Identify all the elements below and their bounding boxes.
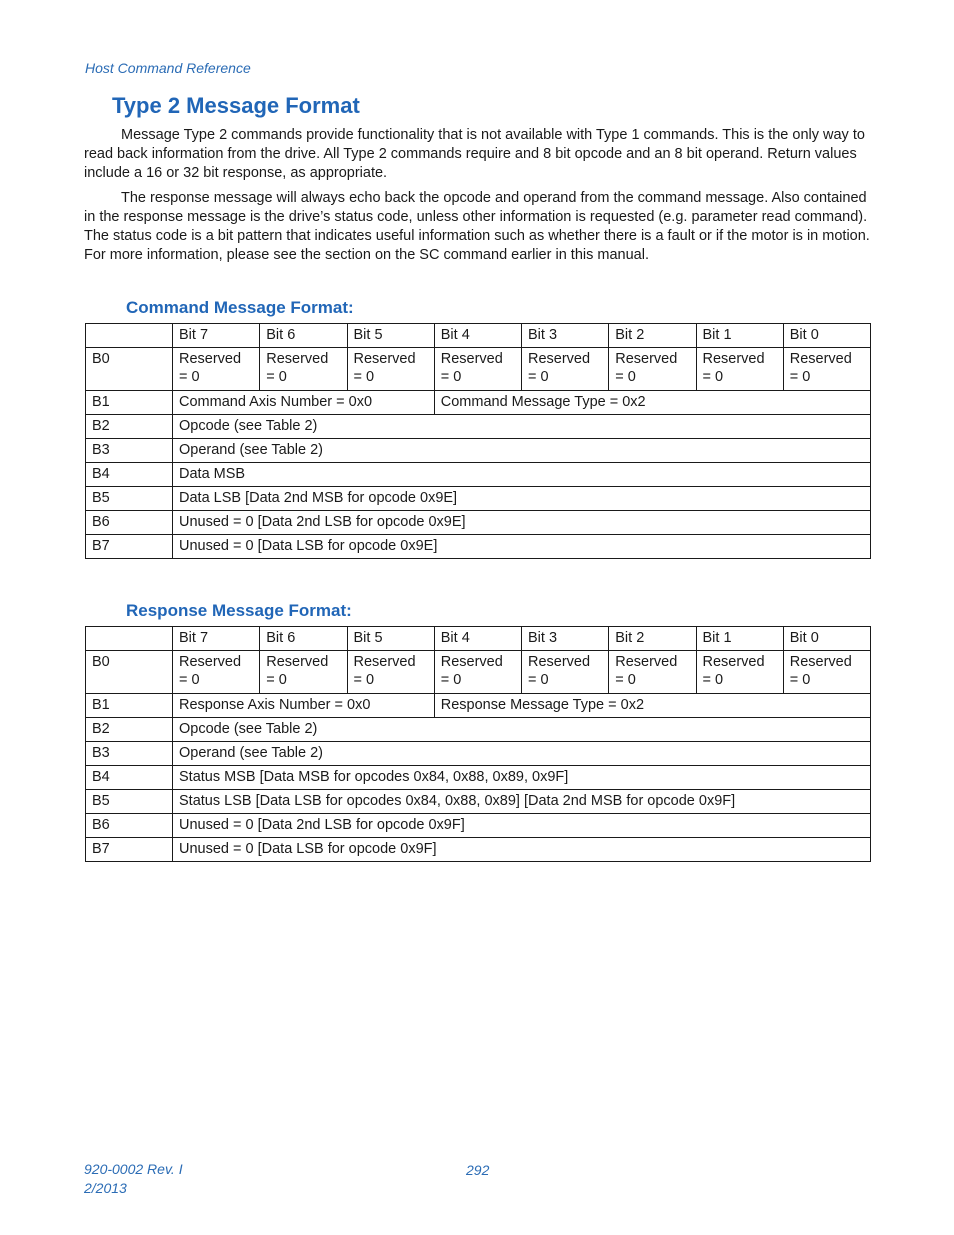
byte-label: B7: [86, 838, 173, 862]
byte-label: B5: [86, 790, 173, 814]
axis-number-cell: Command Axis Number = 0x0: [173, 391, 435, 415]
byte-label: B6: [86, 511, 173, 535]
reserved-cell: Reserved = 0: [347, 348, 434, 391]
byte-description: Data MSB: [173, 463, 871, 487]
byte-description: Opcode (see Table 2): [173, 718, 871, 742]
command-format-heading: Command Message Format:: [126, 298, 354, 317]
table-row: [86, 694, 871, 718]
response-format-heading: Response Message Format:: [126, 601, 352, 620]
table-row: [86, 348, 871, 391]
bit-header: Bit 5: [347, 324, 434, 348]
table-row: [86, 814, 871, 838]
corner-cell: [86, 324, 173, 348]
footer-doc-info: [84, 1160, 183, 1198]
table-row: [86, 742, 871, 766]
page-title: Type 2 Message Format: [112, 93, 360, 118]
page-number: 292: [466, 1162, 490, 1178]
table-row: [86, 511, 871, 535]
reserved-cell: Reserved = 0: [173, 651, 260, 694]
message-type-cell: Command Message Type = 0x2: [434, 391, 870, 415]
bit-header: Bit 1: [696, 324, 783, 348]
table-row: [86, 439, 871, 463]
reserved-cell: Reserved = 0: [696, 348, 783, 391]
bit-header: Bit 4: [434, 324, 521, 348]
footer-doc-number: 920-0002 Rev. I: [84, 1161, 183, 1177]
table-header-row: [86, 324, 871, 348]
intro-paragraph-1: [84, 126, 874, 183]
byte-description: Data LSB [Data 2nd MSB for opcode 0x9E]: [173, 487, 871, 511]
bit-header: Bit 7: [173, 324, 260, 348]
reserved-cell: Reserved = 0: [434, 651, 521, 694]
bit-header: Bit 7: [173, 627, 260, 651]
byte-label: B2: [86, 415, 173, 439]
byte-description: Opcode (see Table 2): [173, 415, 871, 439]
table-row: [86, 391, 871, 415]
byte-label: B5: [86, 487, 173, 511]
table-row: [86, 838, 871, 862]
byte-description: Unused = 0 [Data LSB for opcode 0x9F]: [173, 838, 871, 862]
footer-date: 2/2013: [84, 1180, 127, 1196]
byte-description: Unused = 0 [Data 2nd LSB for opcode 0x9E]: [173, 511, 871, 535]
bit-header: Bit 2: [609, 324, 696, 348]
table-row: [86, 535, 871, 559]
reserved-cell: Reserved = 0: [783, 651, 870, 694]
byte-description: Unused = 0 [Data LSB for opcode 0x9E]: [173, 535, 871, 559]
byte-label: B4: [86, 766, 173, 790]
byte-label: B1: [86, 694, 173, 718]
byte-description: Status LSB [Data LSB for opcodes 0x84, 0x88, 0x89] [Data 2nd MSB for opcode 0x9F]: [173, 790, 871, 814]
table-row: [86, 415, 871, 439]
byte-description: Status MSB [Data MSB for opcodes 0x84, 0x88, 0x89, 0x9F]: [173, 766, 871, 790]
reserved-cell: Reserved = 0: [260, 651, 347, 694]
reserved-cell: Reserved = 0: [522, 348, 609, 391]
byte-label: B6: [86, 814, 173, 838]
bit-header: Bit 2: [609, 627, 696, 651]
byte-label: B0: [86, 651, 173, 694]
byte-label: B3: [86, 742, 173, 766]
reserved-cell: Reserved = 0: [783, 348, 870, 391]
table-row: [86, 487, 871, 511]
byte-description: Unused = 0 [Data 2nd LSB for opcode 0x9F]: [173, 814, 871, 838]
reserved-cell: Reserved = 0: [609, 651, 696, 694]
byte-label: B7: [86, 535, 173, 559]
bit-header: Bit 3: [522, 324, 609, 348]
bit-header: Bit 3: [522, 627, 609, 651]
table-row: [86, 790, 871, 814]
byte-label: B0: [86, 348, 173, 391]
byte-label: B3: [86, 439, 173, 463]
bit-header: Bit 5: [347, 627, 434, 651]
reserved-cell: Reserved = 0: [522, 651, 609, 694]
reserved-cell: Reserved = 0: [434, 348, 521, 391]
response-format-table: [85, 626, 871, 862]
table-row: [86, 766, 871, 790]
table-header-row: [86, 627, 871, 651]
reserved-cell: Reserved = 0: [260, 348, 347, 391]
reserved-cell: Reserved = 0: [173, 348, 260, 391]
byte-label: B4: [86, 463, 173, 487]
bit-header: Bit 1: [696, 627, 783, 651]
intro-paragraph-2-text: The response message will always echo back the opcode and operand from the command message. Also contained in the response message is the drive’s status code, unless other information is requested (e.g. parameter read command). The status code is a bit pattern that indicates useful information such as whether there is a fault or if the motor is in motion. For more information, please see the section on the SC command earlier in this manual.: [84, 190, 870, 263]
corner-cell: [86, 627, 173, 651]
byte-label: B2: [86, 718, 173, 742]
table-row: [86, 463, 871, 487]
reserved-cell: Reserved = 0: [347, 651, 434, 694]
bit-header: Bit 4: [434, 627, 521, 651]
intro-paragraph-1-text: Message Type 2 commands provide functionality that is not available with Type 1 commands. This is the only way to read back information from the drive. All Type 2 commands require and 8 bit opcode and an 8 bit operand. Return values include a 16 or 32 bit response, as appropriate.: [84, 127, 865, 181]
bit-header: Bit 0: [783, 324, 870, 348]
axis-number-cell: Response Axis Number = 0x0: [173, 694, 435, 718]
reserved-cell: Reserved = 0: [609, 348, 696, 391]
table-row: [86, 718, 871, 742]
byte-label: B1: [86, 391, 173, 415]
byte-description: Operand (see Table 2): [173, 742, 871, 766]
bit-header: Bit 6: [260, 324, 347, 348]
table-row: [86, 651, 871, 694]
running-head: Host Command Reference: [85, 60, 251, 76]
reserved-cell: Reserved = 0: [696, 651, 783, 694]
message-type-cell: Response Message Type = 0x2: [434, 694, 870, 718]
bit-header: Bit 6: [260, 627, 347, 651]
intro-paragraph-2: [84, 189, 874, 265]
command-format-table: [85, 323, 871, 559]
byte-description: Operand (see Table 2): [173, 439, 871, 463]
bit-header: Bit 0: [783, 627, 870, 651]
